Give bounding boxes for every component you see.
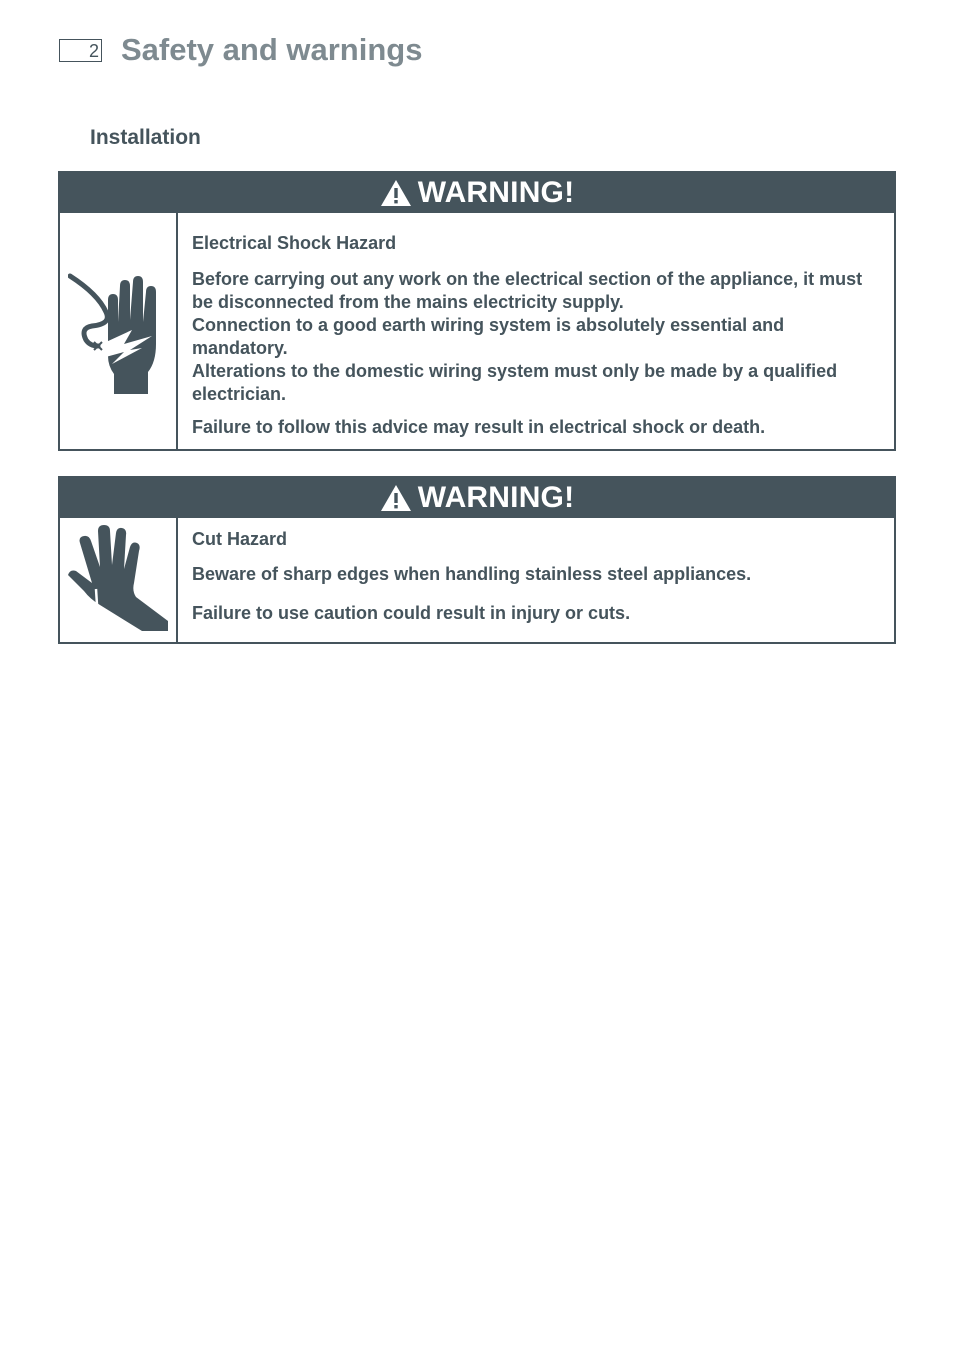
warning-header xyxy=(60,173,894,213)
warning-paragraph: Alterations to the domestic wiring system must only be made by a qualified electrician. xyxy=(192,361,838,404)
icon-cell xyxy=(60,518,178,642)
warning-text xyxy=(178,213,894,449)
warning-triangle-icon xyxy=(380,484,412,512)
warning-paragraph: Before carrying out any work on the electrical section of the appliance, it must be disconnected from the mains electricity supply. xyxy=(192,269,863,312)
warning-box-cut xyxy=(58,476,896,644)
warning-box-electrical-shock xyxy=(58,171,896,451)
icon-cell xyxy=(60,213,178,449)
cut-hand-icon xyxy=(66,525,170,636)
electric-shock-hand-icon xyxy=(68,264,168,399)
section-heading: Installation xyxy=(90,126,201,149)
warning-triangle-icon xyxy=(380,179,412,207)
warning-paragraph: Failure to use caution could result in injury or cuts. xyxy=(192,603,631,623)
warning-header xyxy=(60,478,894,518)
hazard-title: Cut Hazard xyxy=(192,529,288,549)
warning-label: WARNING! xyxy=(417,481,575,514)
warning-paragraph: Beware of sharp edges when handling stainless steel appliances. xyxy=(192,564,752,584)
page-title: Safety and warnings xyxy=(121,32,423,67)
warning-paragraph: Failure to follow this advice may result in electrical shock or death. xyxy=(192,417,766,437)
warning-label: WARNING! xyxy=(417,176,575,209)
page-number: 2 xyxy=(59,39,102,62)
hazard-title: Electrical Shock Hazard xyxy=(192,233,397,253)
warning-paragraph: Connection to a good earth wiring system is absolutely essential and mandatory. xyxy=(192,315,785,358)
warning-text xyxy=(178,518,894,642)
